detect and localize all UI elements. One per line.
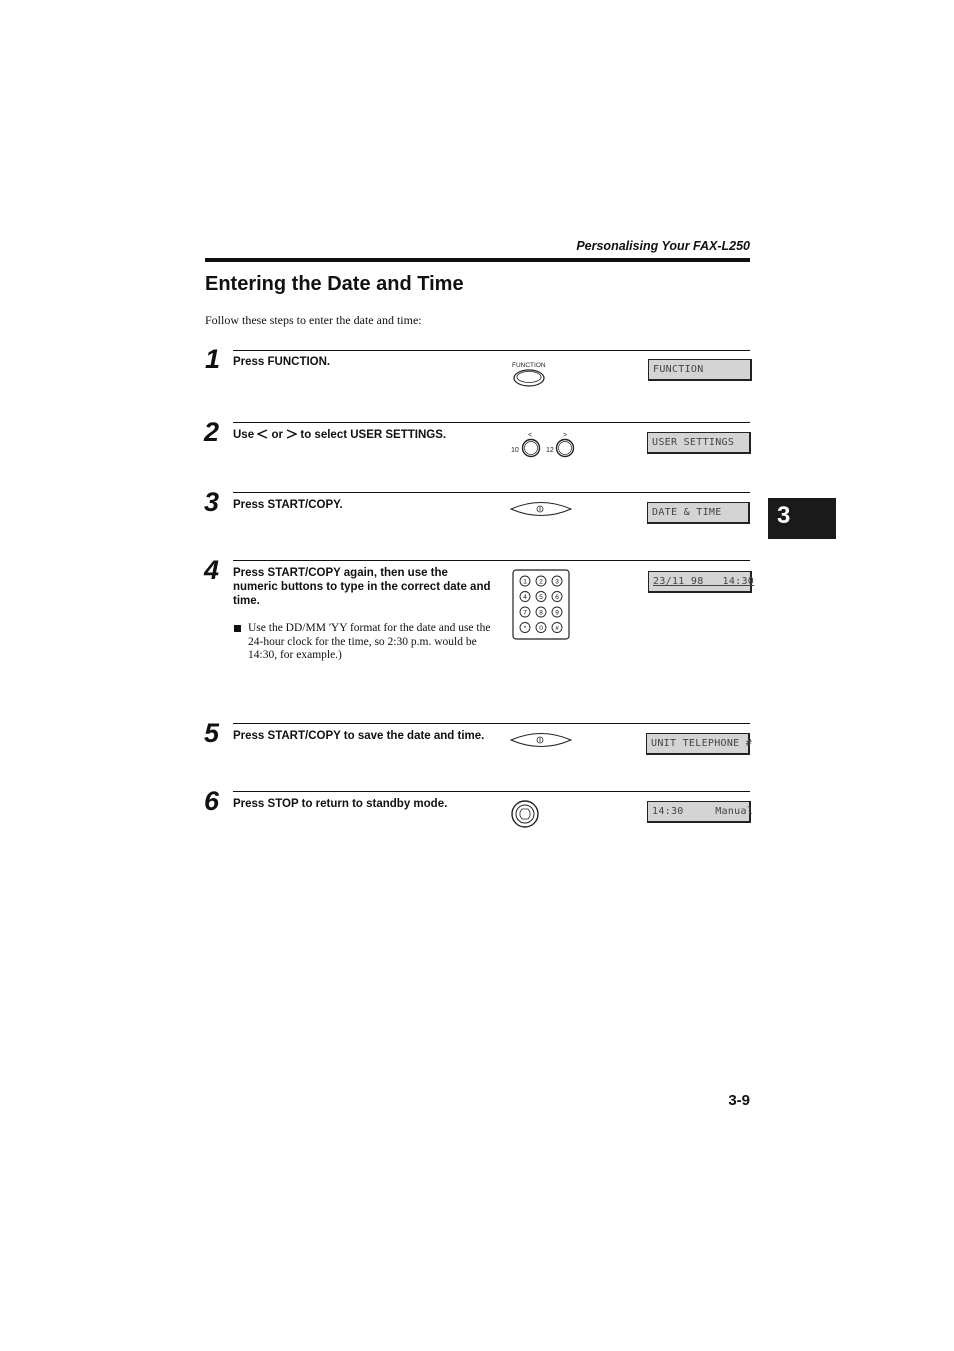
stop-button-illustration — [509, 799, 543, 831]
step-1-number: 1 — [205, 344, 221, 374]
keypad-key-label: 4 — [523, 594, 527, 601]
step-3-text: Press START/COPY. — [233, 499, 343, 511]
right-key-symbol: > — [563, 432, 568, 439]
step-3-number: 3 — [204, 487, 220, 517]
keypad-key-label: 7 — [523, 609, 527, 617]
page-number: 3-9 — [728, 1092, 750, 1109]
keypad-key-label: # — [555, 625, 559, 632]
numeric-keypad-illustration — [511, 568, 571, 642]
start-copy-button-illustration — [508, 500, 574, 520]
step-2-number: 2 — [204, 417, 220, 447]
arrow-keys-illustration — [508, 428, 580, 462]
step-2-text: Use or to select USER SETTINGS. — [233, 429, 447, 441]
step-5-text: Press START/COPY to save the date and time. — [233, 730, 485, 742]
step-2-rule — [233, 422, 750, 423]
start-copy-button-illustration-2 — [508, 731, 574, 751]
lcd-display-5: UNIT TELEPHONE # — [646, 733, 750, 755]
step-4-number: 4 — [204, 555, 220, 585]
lcd-display-1: FUNCTION — [648, 359, 752, 381]
function-button-illustration — [508, 358, 552, 390]
step-4-rule — [233, 560, 750, 561]
lcd-display-4: 23/11 98 14:30 — [648, 571, 752, 593]
running-header: Personalising Your FAX-L250 — [576, 239, 750, 253]
bullet-square-icon — [234, 625, 241, 632]
keypad-key-label: 1 — [523, 578, 527, 586]
keypad-key-label: 5 — [539, 594, 543, 601]
keypad-key-label: * — [523, 625, 527, 632]
right-arrow-icon — [286, 429, 297, 439]
step-6-number: 6 — [204, 786, 220, 816]
keypad-key-label: 2 — [539, 578, 543, 586]
step-1-rule — [233, 350, 750, 351]
right-key-number: 12 — [546, 447, 554, 454]
keypad-key-label: 3 — [555, 578, 559, 586]
keypad-key-label: 8 — [539, 609, 543, 617]
step-4-note-text: Use the DD/MM 'YY format for the date and use the 24-hour clock for the time, so 2:30 p.m. would be 14:30, for example.) — [248, 622, 491, 661]
keypad-key-label: 6 — [555, 594, 559, 601]
step-6-rule — [233, 791, 750, 792]
keypad-key-label: 0 — [539, 625, 543, 632]
chapter-tab: 3 — [768, 498, 836, 539]
left-key-number: 10 — [511, 447, 519, 454]
step-5-rule — [233, 723, 750, 724]
left-key-symbol: < — [528, 432, 533, 439]
page-title: Entering the Date and Time — [205, 273, 464, 295]
header-rule — [205, 258, 750, 262]
step-3-rule — [233, 492, 750, 493]
step-4-text: Press START/COPY again, then use the numeric buttons to type in the correct date and time. — [233, 567, 491, 607]
lcd-display-6: 14:30 Manual — [647, 801, 751, 823]
keypad-key-label: 9 — [555, 609, 559, 617]
lcd-display-3: DATE & TIME — [647, 502, 750, 524]
step-6-text: Press STOP to return to standby mode. — [233, 798, 448, 810]
step-4-note — [233, 622, 498, 663]
intro-text: Follow these steps to enter the date and time: — [205, 313, 422, 327]
function-button-label: FUNCTION — [512, 362, 546, 369]
step-5-number: 5 — [204, 718, 220, 748]
lcd-display-2: USER SETTINGS — [647, 432, 751, 454]
step-1-text: Press FUNCTION. — [233, 356, 331, 368]
left-arrow-icon — [257, 429, 268, 439]
